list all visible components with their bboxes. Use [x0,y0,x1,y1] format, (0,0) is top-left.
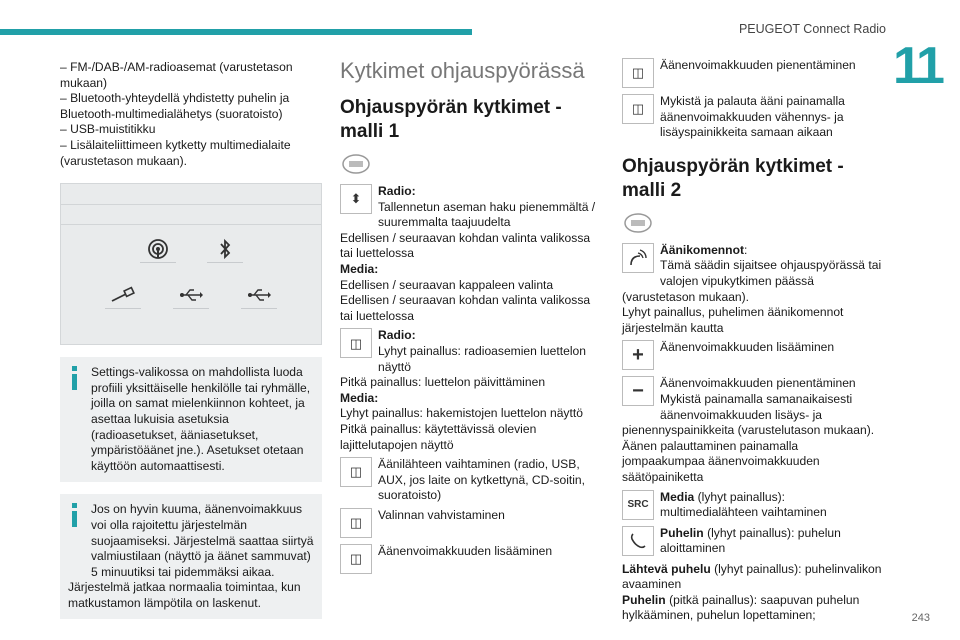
column-1 [60,60,322,619]
usb-icon [173,280,209,310]
info-box-heat [60,494,322,619]
section-title: Kytkimet ohjauspyörässä [340,58,585,83]
text-line: Äänenvoimakkuuden lisääminen [660,340,835,355]
icon-underline [105,308,141,309]
control-block-plus [622,340,884,372]
column-2 [340,58,602,580]
steering-control-icon: ◫ [622,94,654,124]
control-block-radio-list [340,328,602,453]
list-item: – Lisälaiteliittimeen kytketty multimedialaite (varustetason mukaan). [60,137,291,168]
text-line: Valinnan vahvistaminen [378,507,505,522]
plus-icon: + [622,340,654,370]
label: Lähtevä puhelu [622,561,711,576]
steering-control-icon: ◫ [340,544,372,574]
label: Radio: [378,328,416,343]
text-line: Lyhyt painallus, puhelimen äänikomennot järjestelmän kautta [622,305,844,335]
control-block-source [340,457,602,504]
text-line: Mykistä ja palauta ääni painamalla äänenvoimakkuuden vähennys- ja lisäyspainikkeita samaan aikaan [660,94,845,140]
label: Media: [340,261,379,276]
icon-underline [207,262,243,263]
steering-control-icon: ◫ [340,328,372,358]
control-block-mute [622,94,884,141]
control-block-radio-seek [340,184,602,324]
label: Media [660,489,695,504]
header-title: PEUGEOT Connect Radio [738,22,886,36]
control-block-voice [622,243,884,337]
text-line: (lyhyt painallus): puhelun aloittaminen [660,525,841,556]
text-line: Pitkä painallus: käytettävissä olevien lajittelutapojen näyttö [340,421,537,452]
text-line: Äänen palauttaminen painamalla jompaakumpaa äänenvoimakkuuden säätöpainiketta [622,438,820,484]
steering-control-icon: ⬍ [340,184,372,214]
chapter-number: 11 [893,37,942,95]
text-line: (pitkä painallus): saapuvan puhelun hylkääminen, puhelun lopettaminen; [622,592,860,623]
info-text: Settings-valikossa on mahdollista luoda profiili yksittäiselle henkilölle tai ryhmälle, joilla on samat mielenkiinnon kohteet, ja asettaa lukuisia asetuksia (radioasetukset, ääniasetukset, ympäristöäänet jne.). Asetukset otetaan käyttöön automaattisesti. [91,365,311,473]
icon-underline [241,308,277,309]
text-line: Äänenvoimakkuuden pienentäminen [660,58,856,72]
text-line: (lyhyt painallus): puhelinvalikon avaaminen [622,561,882,592]
control-block-phone [622,526,884,558]
info-text: Järjestelmä jatkaa normaalia toimintaa, kun matkustamon lämpötila on laskenut. [68,580,301,610]
info-icon [70,503,80,527]
text-line: (lyhyt painallus): multimedialähteen vaihtaminen [660,489,827,520]
text-line: Tämä säädin sijaitsee ohjauspyörässä tai valojen vipukytkimen päässä (varustetason mukaan). [622,258,882,304]
screen-band [61,184,321,205]
icon-underline [173,308,209,309]
info-icon [70,366,80,390]
src-icon: SRC [622,490,654,520]
page-number: 243 [911,612,930,624]
usb-icon [241,280,277,310]
control-block-volume-up [340,544,602,576]
list-item: – USB-muistitikku [60,122,156,137]
label: Puhelin [660,525,704,540]
text-line [622,562,884,593]
subsection-title: Ohjauspyörän kytkimet - malli 1 [340,97,562,142]
bluetooth-icon [207,234,243,264]
text-line: Pitkä painallus: luettelon päivittäminen [340,375,546,390]
control-block-confirm [340,508,602,540]
text-line: Äänilähteen vaihtaminen (radio, USB, AUX, jos laite on kytkettynä, CD-soitin, suoratoisto) [378,457,586,503]
steering-wheel-icon [340,152,372,176]
label-colon: : [744,242,748,257]
text-line: Edellisen / seuraavan kappaleen valinta [340,277,554,292]
steering-control-icon: ◫ [340,457,372,487]
steering-control-icon: ◫ [622,58,654,88]
podcast-icon [140,234,176,264]
label: Radio: [378,184,416,198]
label: Äänikomennot [660,242,744,257]
text-line: Äänenvoimakkuuden lisääminen [378,543,553,558]
source-screen-illustration [60,183,322,345]
steering-control-icon: ◫ [340,508,372,538]
minus-icon: − [622,376,654,406]
text-line: Lyhyt painallus: radioasemien luettelon näyttö [378,343,586,374]
text-line [622,593,884,624]
voice-command-icon [622,243,654,273]
info-box-profiles [60,357,322,482]
text-line: Äänenvoimakkuuden pienentäminen [660,376,856,391]
text-line: Lyhyt painallus: hakemistojen luettelon näyttö [340,406,583,421]
icon-underline [140,262,176,263]
text-line: Edellisen / seuraavan kohdan valinta valikossa tai luettelossa [340,230,591,261]
control-block-src [622,490,884,522]
text-line: Edellisen / seuraavan kohdan valinta valikossa tai luettelossa [340,293,591,323]
header-accent-bar [0,29,472,35]
subsection-title: Ohjauspyörän kytkimet - malli 2 [622,155,844,201]
steering-wheel-icon [622,211,654,235]
label: Media: [340,390,379,405]
aux-plug-icon [105,280,141,310]
text-line: Tallennetun aseman haku pienemmältä / suuremmalta taajuudelta [378,199,596,230]
text-line: Mykistä painamalla samanaikaisesti äänenvoimakkuuden lisäys- ja pienennyspainikkeita (varustelutason mukaan). [622,391,875,438]
info-text: Jos on hyvin kuuma, äänenvoimakkuus voi olla rajoitettu järjestelmän suojaamiseksi. Järjestelmä saattaa siirtyä valmiustilaan (näyttö ja äänet sammuvat) 5 minuutiksi tai pidemmäksi aikaa. [91,502,314,579]
screen-band [61,204,321,225]
phone-icon [622,526,654,556]
control-block-minus [622,376,884,485]
list-item: – Bluetooth-yhteydellä yhdistetty puhelin ja Bluetooth-multimedialähetys (suoratoisto) [60,91,290,121]
list-item: – FM-/DAB-/AM-radioasemat (varustetason mukaan) [60,60,293,90]
column-3 [622,58,884,624]
control-block-volume-down [622,58,884,90]
label: Puhelin [622,592,666,607]
